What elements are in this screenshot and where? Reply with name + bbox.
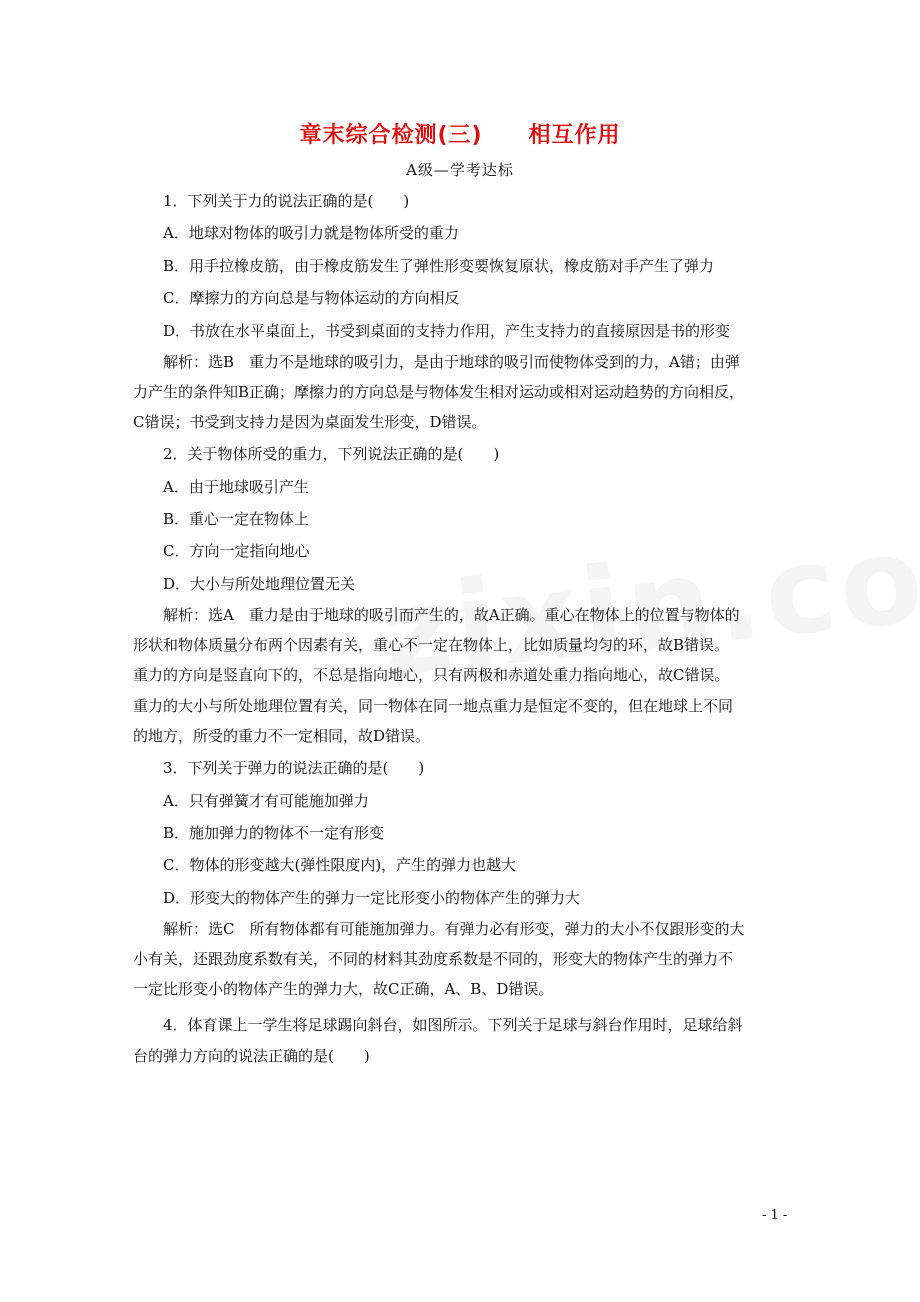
question-3: 3．下列关于弹力的说法正确的是( ) [163,759,425,777]
q1-option-c: C．摩擦力的方向总是与物体运动的方向相反 [163,289,460,307]
q1-explanation-line: C错误；书受到支持力是因为桌面发生形变，D错误。 [133,413,487,431]
q3-explanation-line: 小有关，还跟劲度系数有关，不同的材料其劲度系数是不同的，形变大的物体产生的弹力不 [133,950,734,968]
q2-option-b: B．重心一定在物体上 [163,510,310,528]
q1-explanation-line: 解析：选B 重力不是地球的吸引力，是由于地球的吸引而使物体受到的力，A错；由弹 [163,353,740,371]
question-4-continued: 台的弹力方向的说法正确的是( ) [133,1047,370,1065]
q2-option-d: D．大小与所处地理位置无关 [163,575,356,593]
q1-option-d: D．书放在水平桌面上，书受到桌面的支持力作用，产生支持力的直接原因是书的形变 [163,322,731,340]
page-number: - 1 - [762,1208,788,1223]
question-2: 2．关于物体所受的重力，下列说法正确的是( ) [163,445,500,463]
q2-option-c: C．方向一定指向地心 [163,542,310,560]
section-level: A级—学考达标 [406,161,514,179]
q1-explanation-line: 力产生的条件知B正确；摩擦力的方向总是与物体发生相对运动或相对运动趋势的方向相反， [133,383,745,401]
q3-explanation-line: 一定比形变小的物体产生的弹力大，故C正确，A、B、D错误。 [133,980,554,998]
q1-option-b: B．用手拉橡皮筋，由于橡皮筋发生了弹性形变要恢复原状，橡皮筋对手产生了弹力 [163,257,715,275]
q2-explanation-line: 的地方，所受的重力不一定相同，故D错误。 [133,727,431,745]
q2-explanation-line: 重力的大小与所处地理位置有关，同一物体在同一地点重力是恒定不变的，但在地球上不同 [133,697,734,715]
q2-explanation-line: 重力的方向是竖直向下的，不总是指向地心，只有两极和赤道处重力指向地心，故C错误。 [133,666,730,684]
q3-explanation-line: 解析：选C 所有物体都有可能施加弹力。有弹力必有形变，弹力的大小不仅跟形变的大 [163,920,745,938]
q3-option-a: A．只有弹簧才有可能施加弹力 [163,792,369,810]
q3-option-d: D．形变大的物体产生的弹力一定比形变小的物体产生的弹力大 [163,889,581,907]
question-1: 1．下列关于力的说法正确的是( ) [163,192,410,210]
document-title: 章末综合检测(三) 相互作用 [299,123,621,148]
q2-option-a: A．由于地球吸引产生 [163,478,309,496]
q2-explanation-line: 解析：选A 重力是由于地球的吸引而产生的，故A正确。重心在物体上的位置与物体的 [163,606,740,624]
q3-option-b: B．施加弹力的物体不一定有形变 [163,824,385,842]
q2-explanation-line: 形状和物体质量分布两个因素有关，重心不一定在物体上，比如质量均匀的环，故B错误。 [133,636,730,654]
q3-option-c: C．物体的形变越大(弹性限度内)，产生的弹力也越大 [163,856,517,874]
q1-option-a: A．地球对物体的吸引力就是物体所受的重力 [163,224,459,242]
question-4: 4．体育课上一学生将足球踢向斜台，如图所示。下列关于足球与斜台作用时，足球给斜 [163,1016,743,1034]
